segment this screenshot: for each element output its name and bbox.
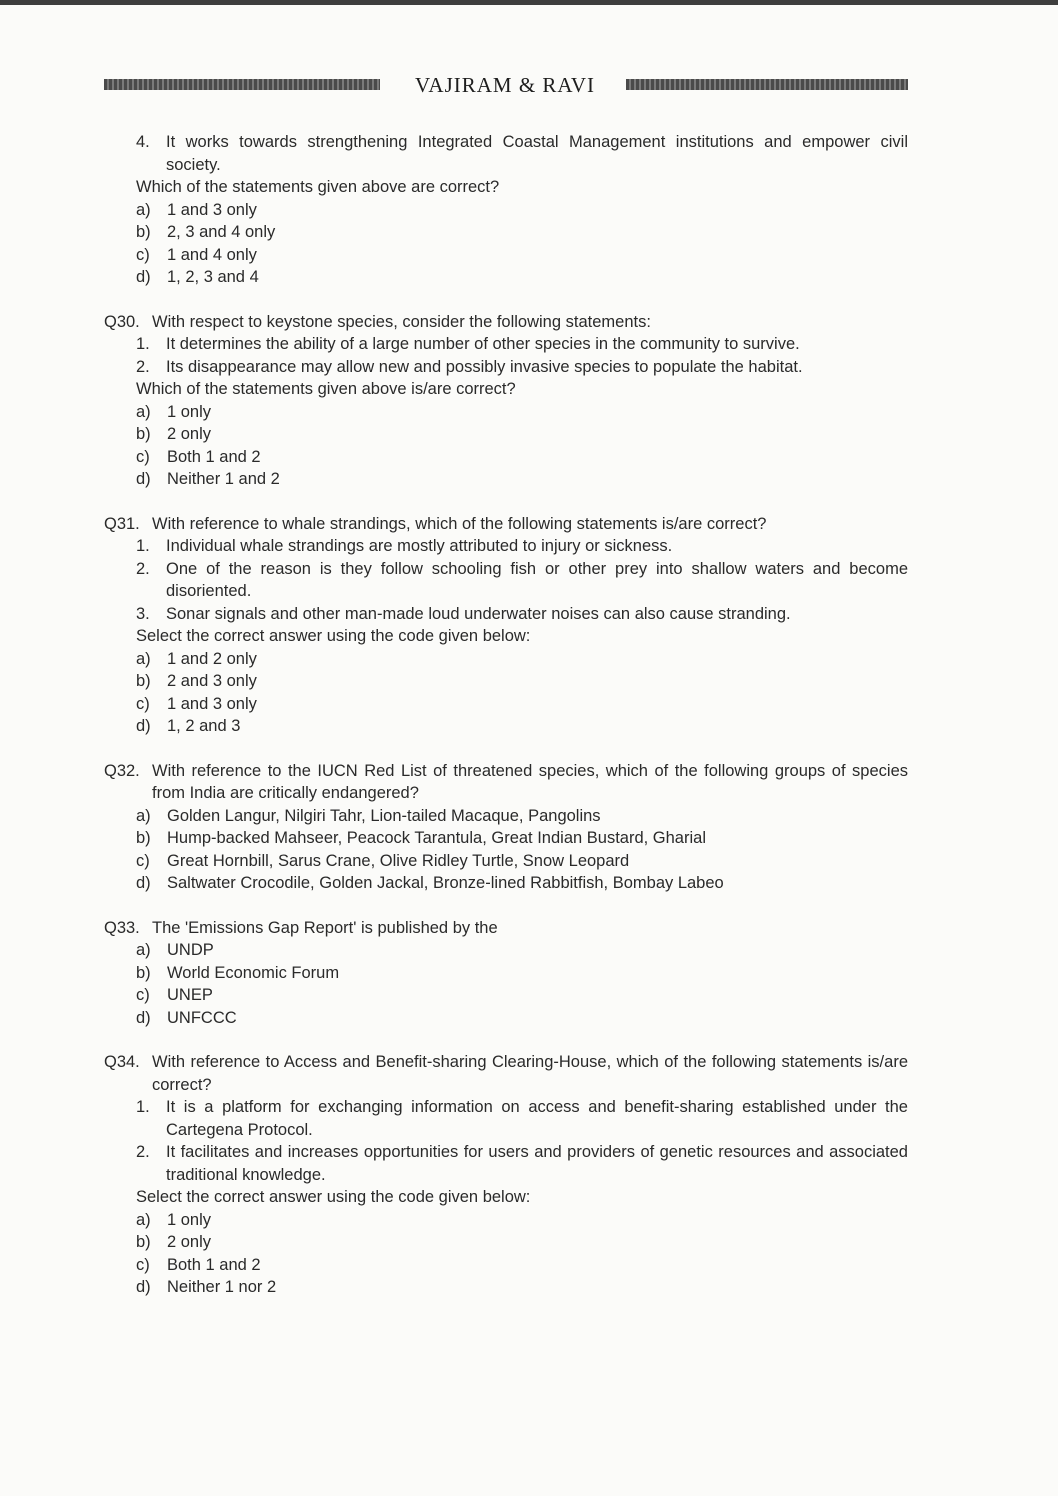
option-text: World Economic Forum xyxy=(167,963,340,982)
option-letter: c) xyxy=(136,694,150,713)
statement-text: Individual whale strandings are mostly attributed to injury or sickness. xyxy=(166,537,673,555)
option-text: UNEP xyxy=(167,986,213,1004)
statement xyxy=(136,1096,908,1141)
option-b xyxy=(136,962,908,985)
option-b xyxy=(136,221,908,244)
question-30 xyxy=(104,311,908,491)
option-text: 1 and 2 only xyxy=(167,649,257,668)
statement xyxy=(136,558,908,603)
statement-text: It works towards strengthening Integrated Coastal Management institutions and empower civil society. xyxy=(166,133,908,174)
question-text: The 'Emissions Gap Report' is published by the xyxy=(152,918,498,937)
statement xyxy=(136,333,908,356)
statement-text: It is a platform for exchanging information on access and benefit-sharing established under the Cartegena Protocol. xyxy=(166,1098,908,1139)
option-b xyxy=(136,1231,908,1254)
option-text: Both 1 and 2 xyxy=(167,1255,261,1274)
option-a xyxy=(136,939,908,962)
option-letter: d) xyxy=(136,1008,151,1027)
option-c xyxy=(136,850,908,873)
header-brand: VAJIRAM & RAVI xyxy=(414,73,596,97)
option-letter: a) xyxy=(136,941,151,959)
option-d xyxy=(136,872,908,895)
option-letter: a) xyxy=(136,402,151,421)
question-text: With reference to Access and Benefit-sharing Clearing-House, which of the following statements is/are correct? xyxy=(152,1053,908,1094)
option-text: 2 only xyxy=(167,1233,212,1251)
option-text: Great Hornbill, Sarus Crane, Olive Ridley Turtle, Snow Leopard xyxy=(167,851,630,870)
option-letter: d) xyxy=(136,874,151,892)
page-header xyxy=(104,72,908,98)
question-prompt: Select the correct answer using the code given below: xyxy=(136,627,531,645)
question-text: With reference to the IUCN Red List of threatened species, which of the following groups of species from India are critically endangered? xyxy=(152,761,908,802)
option-c xyxy=(136,244,908,267)
option-b xyxy=(136,670,908,693)
option-c xyxy=(136,984,908,1007)
header-rule-left xyxy=(104,79,380,90)
option-letter: d) xyxy=(136,1278,151,1296)
question-number: Q30. xyxy=(104,312,140,331)
option-c xyxy=(136,446,908,469)
option-d xyxy=(136,715,908,738)
question-29-continued xyxy=(104,131,908,289)
option-text: 1, 2 and 3 xyxy=(167,717,241,735)
question-heading xyxy=(104,1051,908,1096)
option-letter: d) xyxy=(136,470,151,488)
question-number: Q32. xyxy=(104,761,140,780)
question-32 xyxy=(104,760,908,895)
option-text: Golden Langur, Nilgiri Tahr, Lion-tailed Macaque, Pangolins xyxy=(167,806,601,825)
option-text: Neither 1 nor 2 xyxy=(167,1278,277,1296)
question-heading xyxy=(104,917,908,940)
option-text: 2 and 3 only xyxy=(167,672,257,690)
option-letter: b) xyxy=(136,963,151,982)
question-heading xyxy=(104,311,908,334)
option-a xyxy=(136,648,908,671)
statement-number: 2. xyxy=(136,357,150,376)
option-letter: b) xyxy=(136,829,151,847)
option-text: Saltwater Crocodile, Golden Jackal, Bronze-lined Rabbitfish, Bombay Labeo xyxy=(167,874,724,892)
option-text: 1 only xyxy=(167,402,212,421)
option-text: 1 and 3 only xyxy=(167,200,257,219)
option-letter: c) xyxy=(136,851,150,870)
question-31 xyxy=(104,513,908,738)
option-text: 2, 3 and 4 only xyxy=(167,223,276,241)
statement xyxy=(136,1141,908,1186)
question-34 xyxy=(104,1051,908,1299)
statement-text: One of the reason is they follow schooling fish or other prey into shallow waters and become disoriented. xyxy=(166,559,908,600)
question-heading xyxy=(104,760,908,805)
option-a xyxy=(136,1209,908,1232)
option-text: 2 only xyxy=(167,425,212,443)
question-number: Q31. xyxy=(104,514,140,533)
statement-number: 2. xyxy=(136,559,150,578)
option-letter: c) xyxy=(136,986,150,1004)
question-number: Q33. xyxy=(104,918,140,937)
option-a xyxy=(136,199,908,222)
option-text: UNDP xyxy=(167,941,214,959)
option-text: 1 only xyxy=(167,1210,212,1229)
question-sheet xyxy=(104,131,908,1299)
option-text: UNFCCC xyxy=(167,1008,237,1027)
option-a xyxy=(136,805,908,828)
statement xyxy=(136,131,908,176)
option-letter: a) xyxy=(136,1210,151,1229)
option-c xyxy=(136,693,908,716)
statement xyxy=(136,356,908,379)
question-33 xyxy=(104,917,908,1030)
option-letter: b) xyxy=(136,425,151,443)
option-d xyxy=(136,1007,908,1030)
option-text: 1 and 3 only xyxy=(167,694,257,713)
question-number: Q34. xyxy=(104,1053,140,1071)
option-letter: d) xyxy=(136,717,151,735)
option-letter: c) xyxy=(136,245,150,264)
option-letter: a) xyxy=(136,200,151,219)
statement-number: 1. xyxy=(136,1098,150,1116)
statement-text: It determines the ability of a large number of other species in the community to survive. xyxy=(166,335,800,353)
statement-text: Sonar signals and other man-made loud underwater noises can also cause stranding. xyxy=(166,604,791,623)
question-heading xyxy=(104,513,908,536)
option-letter: a) xyxy=(136,649,151,668)
question-text: With respect to keystone species, consider the following statements: xyxy=(152,312,651,331)
option-text: Both 1 and 2 xyxy=(167,447,261,466)
statement-number: 1. xyxy=(136,335,150,353)
question-text: With reference to whale strandings, which of the following statements is/are correct? xyxy=(152,514,767,533)
option-text: 1, 2, 3 and 4 xyxy=(167,268,259,286)
option-b xyxy=(136,827,908,850)
option-text: Neither 1 and 2 xyxy=(167,470,280,488)
statement-text: It facilitates and increases opportunities for users and providers of genetic resources and associated traditional knowledge. xyxy=(166,1143,908,1184)
statement xyxy=(136,603,908,626)
statement-number: 4. xyxy=(136,133,150,151)
option-letter: b) xyxy=(136,1233,151,1251)
statement xyxy=(136,535,908,558)
statement-text: Its disappearance may allow new and possibly invasive species to populate the habitat. xyxy=(166,357,803,376)
header-rule-right xyxy=(626,79,908,90)
question-prompt: Which of the statements given above is/are correct? xyxy=(136,380,516,398)
statement-number: 1. xyxy=(136,537,150,555)
statement-number: 3. xyxy=(136,604,150,623)
option-letter: d) xyxy=(136,268,151,286)
option-letter: c) xyxy=(136,447,150,466)
option-a xyxy=(136,401,908,424)
option-d xyxy=(136,1276,908,1299)
option-letter: c) xyxy=(136,1255,150,1274)
option-letter: b) xyxy=(136,672,151,690)
option-text: 1 and 4 only xyxy=(167,245,257,264)
scan-top-edge xyxy=(0,0,1058,5)
option-letter: a) xyxy=(136,806,151,825)
option-text: Hump-backed Mahseer, Peacock Tarantula, Great Indian Bustard, Gharial xyxy=(167,829,706,847)
question-prompt: Which of the statements given above are correct? xyxy=(136,178,500,196)
option-c xyxy=(136,1254,908,1277)
option-d xyxy=(136,266,908,289)
option-letter: b) xyxy=(136,223,151,241)
statement-number: 2. xyxy=(136,1143,150,1161)
question-prompt: Select the correct answer using the code given below: xyxy=(136,1188,531,1206)
option-d xyxy=(136,468,908,491)
option-b xyxy=(136,423,908,446)
